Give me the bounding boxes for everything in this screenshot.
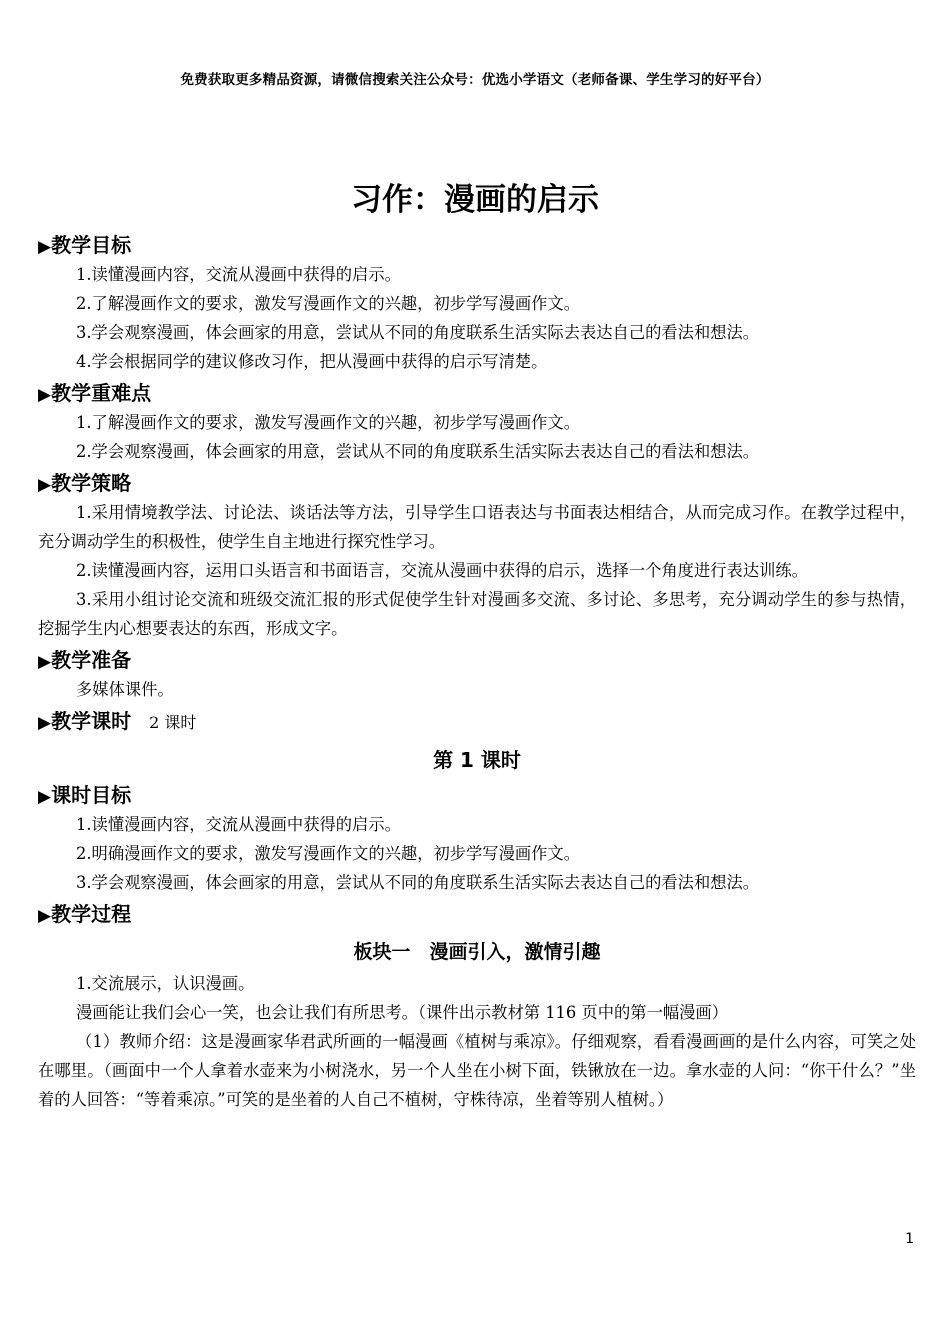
section-heading-prep: ▶教学准备 bbox=[38, 648, 132, 672]
list-item: 1.读懂漫画内容，交流从漫画中获得的启示。 bbox=[76, 815, 401, 834]
list-item: 4.学会根据同学的建议修改习作，把从漫画中获得的启示写清楚。 bbox=[76, 352, 548, 371]
section-heading-keypoints: ▶教学重难点 bbox=[38, 381, 152, 405]
list-item: 3.学会观察漫画，体会画家的用意，尝试从不同的角度联系生活实际去表达自己的看法和想法。 bbox=[76, 323, 760, 342]
section-heading-hours: ▶教学课时 2 课时 bbox=[38, 709, 197, 733]
triangle-marker-icon: ▶ bbox=[38, 385, 52, 405]
triangle-marker-icon: ▶ bbox=[38, 906, 52, 926]
page-number: 1 bbox=[905, 1231, 914, 1247]
lesson-title: 第 1 课时 bbox=[433, 748, 521, 772]
section-heading-lesson-goals: ▶课时目标 bbox=[38, 783, 132, 807]
paragraph: 1.采用情境教学法、讨论法、谈话法等方法，引导学生口语表达与书面表达相结合，从而完成习作。在教学过程中，充分调动学生的积极性，使学生自主地进行探究性学习。 bbox=[38, 503, 916, 551]
triangle-marker-icon: ▶ bbox=[38, 787, 52, 807]
list-item: 1.了解漫画作文的要求，激发写漫画作文的兴趣，初步学写漫画作文。 bbox=[76, 413, 580, 432]
paragraph: 2.读懂漫画内容，运用口头语言和书面语言，交流从漫画中获得的启示，选择一个角度进行表达训练。 bbox=[76, 561, 808, 580]
promo-banner: 免费获取更多精品资源，请微信搜索关注公众号：优选小学语文（老师备课、学生学习的好平台） bbox=[180, 72, 770, 88]
triangle-marker-icon: ▶ bbox=[38, 237, 52, 257]
list-item: 2.明确漫画作文的要求，激发写漫画作文的兴趣，初步学写漫画作文。 bbox=[76, 844, 580, 863]
list-item: 3.学会观察漫画，体会画家的用意，尝试从不同的角度联系生活实际去表达自己的看法和想法。 bbox=[76, 873, 760, 892]
section-heading-goals: ▶教学目标 bbox=[38, 233, 132, 257]
paragraph: 3.采用小组讨论交流和班级交流汇报的形式促使学生针对漫画多交流、多讨论、多思考，充分调动学生的参与热情，挖掘学生内心想要表达的东西，形成文字。 bbox=[38, 590, 916, 638]
paragraph: （1）教师介绍：这是漫画家华君武所画的一幅漫画《植树与乘凉》。仔细观察，看看漫画画的是什么内容，可笑之处在哪里。（画面中一个人拿着水壶来为小树浇水，另一个人坐在小树下面，铁锹放在一边。拿水壶的人问：“你干什么？”坐着的人回答：“等着乘凉。”可笑的是坐着的人自己不植树，守株待凉，坐着等别人植树。） bbox=[38, 1032, 916, 1109]
block-title: 板块一 漫画引入，激情引趣 bbox=[353, 941, 601, 963]
paragraph: 多媒体课件。 bbox=[76, 680, 174, 699]
paragraph: 1.交流展示，认识漫画。 bbox=[76, 974, 255, 993]
section-heading-strategy: ▶教学策略 bbox=[38, 471, 132, 495]
list-item: 2.学会观察漫画，体会画家的用意，尝试从不同的角度联系生活实际去表达自己的看法和想法。 bbox=[76, 442, 760, 461]
list-item: 2.了解漫画作文的要求，激发写漫画作文的兴趣，初步学写漫画作文。 bbox=[76, 294, 580, 313]
hours-value: 2 课时 bbox=[149, 713, 197, 732]
triangle-marker-icon: ▶ bbox=[38, 713, 52, 733]
section-heading-process: ▶教学过程 bbox=[38, 902, 132, 926]
triangle-marker-icon: ▶ bbox=[38, 475, 52, 495]
triangle-marker-icon: ▶ bbox=[38, 652, 52, 672]
paragraph: 漫画能让我们会心一笑，也会让我们有所思考。（课件出示教材第 116 页中的第一幅漫画） bbox=[76, 1003, 728, 1022]
list-item: 1.读懂漫画内容，交流从漫画中获得的启示。 bbox=[76, 265, 401, 284]
page-title: 习作：漫画的启示 bbox=[351, 182, 599, 218]
document-body bbox=[38, 228, 916, 1114]
